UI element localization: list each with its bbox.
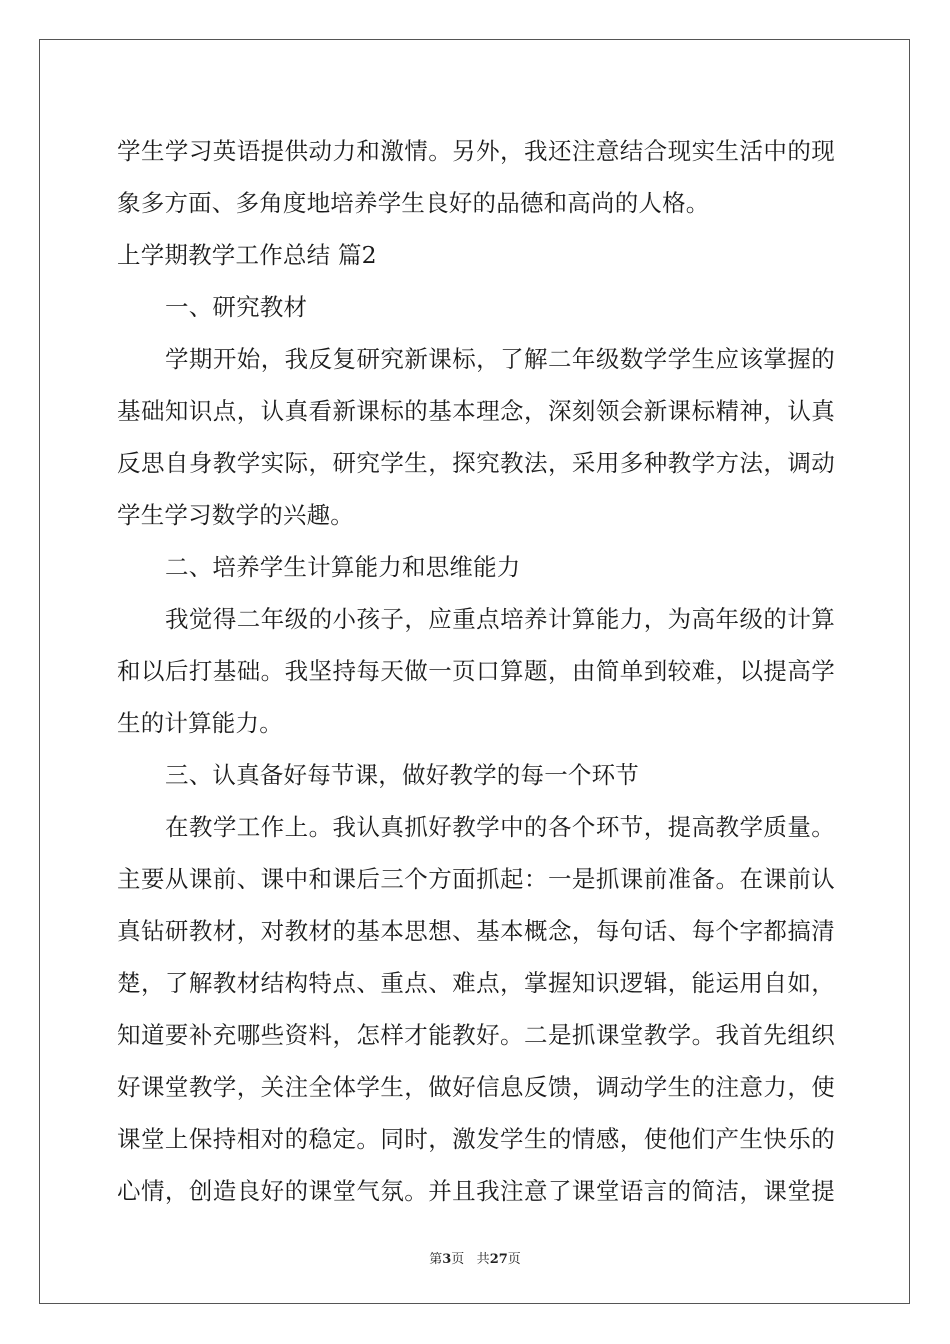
page-footer bbox=[0, 1248, 950, 1267]
text-line: 真钻研教材，对教材的基本思想、基本概念，每句话、每个字都搞清 bbox=[117, 917, 835, 945]
current-page-number: 3 bbox=[442, 1252, 452, 1267]
text-line: 学生学习数学的兴趣。 bbox=[117, 501, 354, 529]
text-line: 好课堂教学，关注全体学生，做好信息反馈，调动学生的注意力，使 bbox=[117, 1073, 835, 1101]
text-line: 心情，创造良好的课堂气氛。并且我注意了课堂语言的简洁，课堂提 bbox=[117, 1177, 835, 1205]
document-body bbox=[117, 125, 835, 1217]
text-line: 二、培养学生计算能力和思维能力 bbox=[165, 553, 521, 581]
text-line: 和以后打基础。我坚持每天做一页口算题，由简单到较难，以提高学 bbox=[117, 657, 835, 685]
text-line: 学生学习英语提供动力和激情。另外，我还注意结合现实生活中的现 bbox=[117, 137, 835, 165]
text-line: 在教学工作上。我认真抓好教学中的各个环节，提高教学质量。 bbox=[165, 813, 835, 841]
text-line: 生的计算能力。 bbox=[117, 709, 283, 737]
text-line: 知道要补充哪些资料，怎样才能教好。二是抓课堂教学。我首先组织 bbox=[117, 1021, 835, 1049]
text-line: 学期开始，我反复研究新课标，了解二年级数学学生应该掌握的 bbox=[165, 345, 835, 373]
footer-prefix: 第 bbox=[429, 1252, 443, 1267]
footer-page-suffix: 页 bbox=[451, 1252, 465, 1267]
total-page-count: 27 bbox=[489, 1252, 508, 1267]
text-line: 上学期教学工作总结 篇2 bbox=[117, 241, 377, 269]
text-line: 楚，了解教材结构特点、重点、难点，掌握知识逻辑，能运用自如， bbox=[117, 969, 835, 997]
text-line: 一、研究教材 bbox=[165, 293, 308, 321]
text-line: 主要从课前、课中和课后三个方面抓起：一是抓课前准备。在课前认 bbox=[117, 865, 835, 893]
text-line: 三、认真备好每节课，做好教学的每一个环节 bbox=[165, 761, 639, 789]
text-line: 象多方面、多角度地培养学生良好的品德和高尚的人格。 bbox=[117, 189, 710, 217]
text-line: 我觉得二年级的小孩子，应重点培养计算能力，为高年级的计算 bbox=[165, 605, 835, 633]
text-line: 基础知识点，认真看新课标的基本理念，深刻领会新课标精神，认真 bbox=[117, 397, 835, 425]
footer-total-suffix: 页 bbox=[507, 1252, 521, 1267]
footer-total-prefix: 共 bbox=[476, 1252, 490, 1267]
text-line: 课堂上保持相对的稳定。同时，激发学生的情感，使他们产生快乐的 bbox=[117, 1125, 835, 1153]
text-line: 反思自身教学实际，研究学生，探究教法，采用多种教学方法，调动 bbox=[117, 449, 835, 477]
